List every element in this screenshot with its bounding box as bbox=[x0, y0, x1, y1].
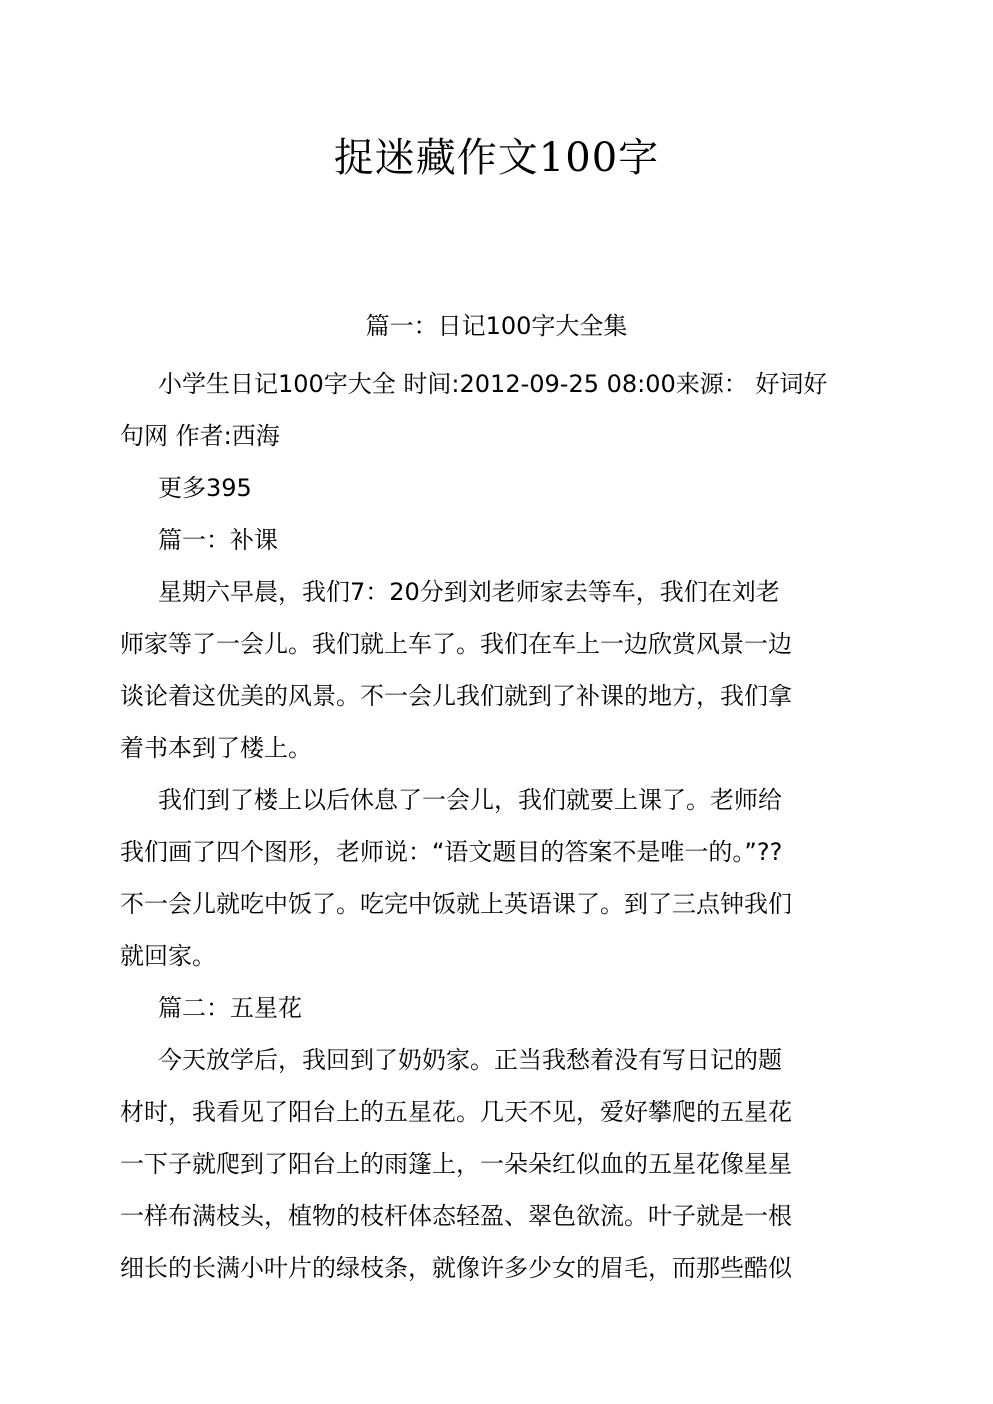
text-line: 细长的长满小叶片的绿枝条，就像许多少女的眉毛，而那些酷似 bbox=[120, 1254, 792, 1282]
text-line: 师家等了一会儿。我们就上车了。我们在车上一边欣赏风景一边 bbox=[120, 630, 792, 658]
text-line: 不一会儿就吃中饭了。吃完中饭就上英语课了。到了三点钟我们 bbox=[120, 890, 792, 918]
text-line: 星期六早晨，我们7：20分到刘老师家去等车，我们在刘老 bbox=[158, 578, 780, 606]
text-line: 就回家。 bbox=[120, 942, 216, 970]
text-line: 篇一：补课 bbox=[158, 526, 278, 554]
text-line: 更多395 bbox=[158, 474, 252, 502]
text-line: 一样布满枝头，植物的枝杆体态轻盈、翠色欲流。叶子就是一根 bbox=[120, 1202, 792, 1230]
text-line: 小学生日记100字大全 时间:2012-09-25 08:00来源： 好词好 bbox=[158, 370, 828, 398]
text-line: 今天放学后，我回到了奶奶家。正当我愁着没有写日记的题 bbox=[158, 1046, 782, 1074]
text-line: 一下子就爬到了阳台上的雨篷上，一朵朵红似血的五星花像星星 bbox=[120, 1150, 792, 1178]
text-line: 着书本到了楼上。 bbox=[120, 734, 312, 762]
document-title: 捉迷藏作文100字 bbox=[333, 135, 660, 181]
text-line: 谈论着这优美的风景。不一会儿我们就到了补课的地方，我们拿 bbox=[120, 682, 792, 710]
text-line: 句网 作者:西海 bbox=[120, 422, 280, 450]
text-line: 我们到了楼上以后休息了一会儿，我们就要上课了。老师给 bbox=[158, 786, 782, 814]
section-subtitle: 篇一：日记100字大全集 bbox=[365, 312, 628, 340]
text-line: 我们画了四个图形，老师说：“语文题目的答案不是唯一的。”?? bbox=[120, 838, 783, 866]
text-line: 材时，我看见了阳台上的五星花。几天不见，爱好攀爬的五星花 bbox=[120, 1098, 792, 1126]
text-line: 篇二：五星花 bbox=[158, 994, 302, 1022]
body-text bbox=[120, 358, 880, 1294]
